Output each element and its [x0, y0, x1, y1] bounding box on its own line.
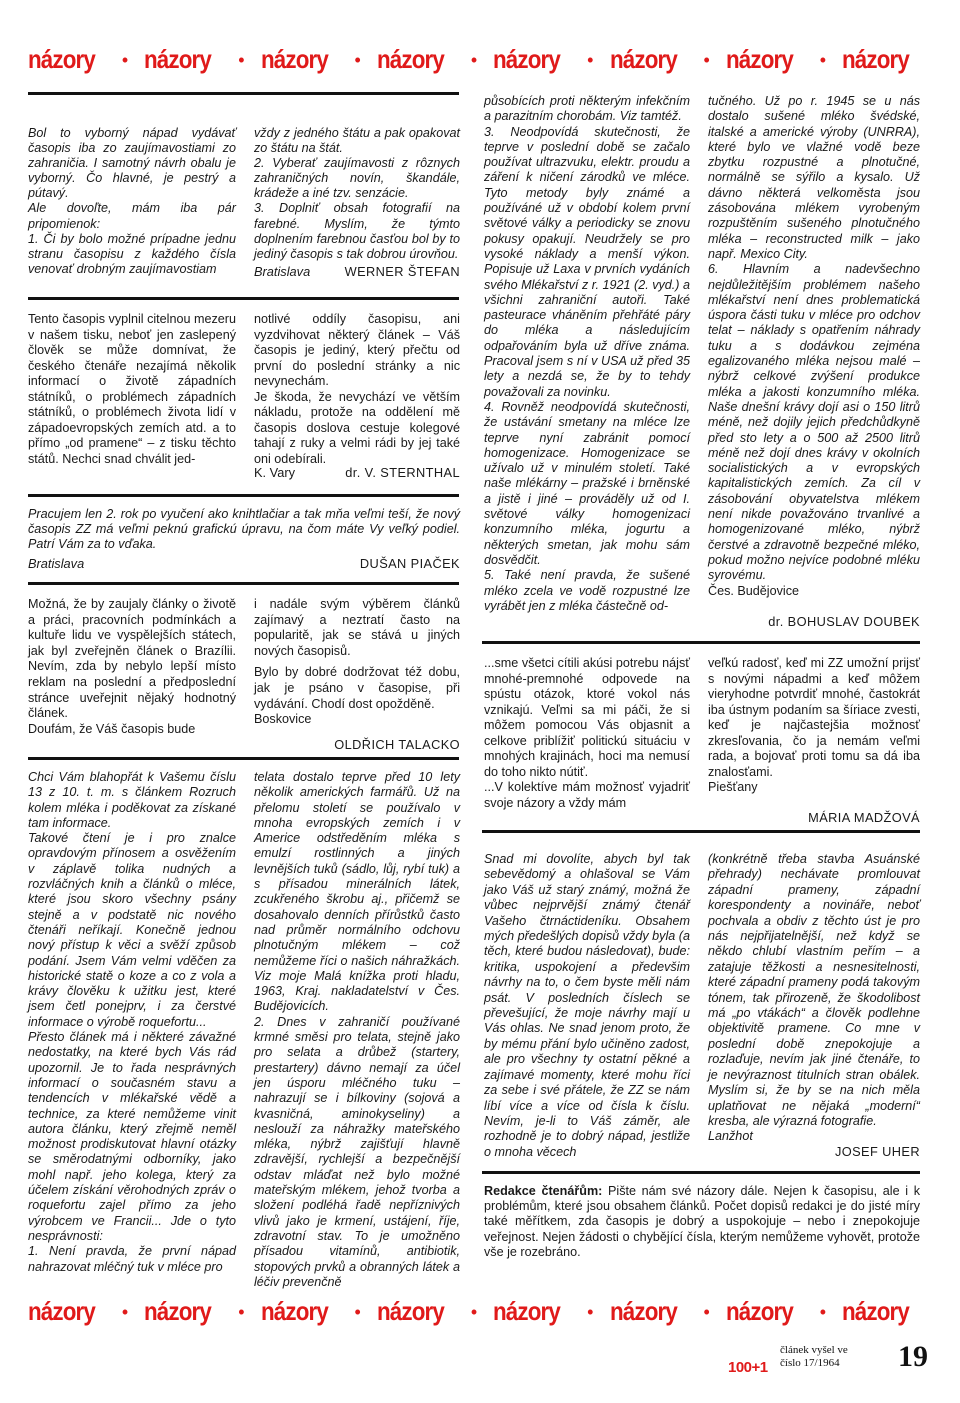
paragraph: telata dostalo teprve před 10 lety několik amerických farmářů. Už na přelomu století se používalo v mnoha evropských zemích i v Americe odstředěním mléka s emulzí rostlinných a jiných levnějších tuků (sádlo, lůj, rybí tuk) a s přísadou minerálních látek, zcukřeného škrobu aj., přičemž se dosahovalo denních přírůstků často nad průměr normálního odchovu plnotučným mlékem – což nemůžeme říci o našich náhražkách. Viz moje Malá knížka proti hladu, 1963, Kraj. nakladatelství v Čes. Budějovicích. — [254, 770, 460, 1014]
header-band — [28, 44, 920, 75]
band-dot: • — [819, 49, 827, 70]
signature-madzova — [708, 810, 920, 825]
signature-author: WERNER ŠTEFAN — [344, 264, 460, 279]
divider — [28, 92, 459, 95]
signature-author: MÁRIA MADŽOVÁ — [808, 810, 920, 825]
divider — [28, 757, 459, 760]
letter-sternthal-part1 — [28, 312, 236, 467]
band-word: názory — [842, 1296, 910, 1326]
letter-werner-part1 — [28, 126, 236, 277]
paragraph: Tento časopis vyplnil citelnou mezeru v našem tisku, neboť jen zaslepený člověk se může domnívat, že českého čtenáře nezajímá několik informací o životě západních státníků, o problémech západních státníků, o problémech života lidí v západoevropských zemích atd. a to přímo „od pramene“ – z tisku těchto států. Nechci snad chválit jed- — [28, 312, 236, 466]
source-note-line: článek vyšel ve — [780, 1344, 848, 1356]
paragraph: vždy z jedného štátu a pak opakovat zo štátu na štát. — [254, 126, 460, 156]
band-word: názory — [609, 44, 677, 74]
letter-talacko-part2 — [254, 597, 460, 728]
letter-doubek-part2 — [254, 770, 460, 1290]
band-word: názory — [28, 1296, 95, 1326]
paragraph: Pracujem len 2. rok po vyučení ako knihtlačiar a tak mňa veľmi teší, že nový časopis ZZ má veľmi peknú grafickú úpravu, na čom máte Vy veľký podiel. Patrí Vám za to vďaka. — [28, 507, 460, 552]
paragraph: 5. Také není pravda, že sušené mléko zcela ve vodě rozpustné lze vyrábět jen z mléka částečně od- — [484, 568, 690, 613]
paragraph: Snad mi dovolíte, abych byl tak sebevědomý a ohlašoval se Vám jako Váš už starý známý, možná že vůbec nejprvější známý čtenář Vašeho čtrnáctideníku. Obsahem mých předešlých dopisů vždy byla (a těch, které budou následovat), bude: kritika, uspokojení a předevšim návrhy na to, o čem byste měli nám psát. V posledních číslech se převešující, že moje návrhy mají u Vás ohlas. Ne snad jenom proto, že by mému přání bylo učiněno zadost, ale pro všechny ty ostatní pěkné a zajímavé momenty, které mohu říci za sebe i své přátele, že ZZ se nám líbí více a více od čísla k číslu. Nevím, je-li to Váš záměr, ale rozhodně je to dobrý nápad, jestliže o mnoha věcech — [484, 852, 690, 1159]
paragraph: 4. Rovněž neodpovídá skutečnosti, že ustávání smetany na mléce lze teprve nyní zabránit pomocí homogenizace. Homogenizace se užívalo už v minulém století. Také naše mlékárny – pražské i brněnské a jistě i jiné – prováděly už od I. světové války homogenizaci konzumního mléka, jogurtu a některých smetan, jak mohu sám dosvědčit. — [484, 399, 690, 567]
divider — [482, 830, 920, 833]
signature-place: Bratislava — [254, 264, 311, 279]
letter-talacko-part1 — [28, 597, 236, 737]
paragraph: působících proti některým infekčním a parazitním chorobám. Viz tamtéž. — [484, 94, 690, 124]
signature-author: OLDŘICH TALACKO — [334, 737, 460, 752]
band-word: názory — [376, 44, 444, 74]
paragraph: 6. Hlavním a nadevšechno nejdůležitějším problémem našeho mlékařství není dnes problematická úspora části tuku v mléce pro odchov telat – náklady s opatřením náhrady tuku a s dodávkou zejména egalizovaného mléka nejsou malé – nýbrž celkové zvýšení produkce mléka a jakosti konzumního mléka. Naše dnešní krávy dojí asi o 150 litrů méně, než dojily jejich předchůdkyně před sto lety a o 500 až 2500 litrů méně než dojí dnes krávy v okolních socialistických a v evropských kapitalistických zemích. Za cíl v zásobování obyvatelstva mlékem není nikde považováno trvanlivé a homogenizované mléko, nýbrž čerstvé a zdravotně bezpečné mléko, pokud možno nejvíce podobné mléku syrovému. — [708, 262, 920, 583]
letter-doubek-part4 — [708, 94, 920, 599]
signature-piacek — [28, 556, 460, 571]
divider — [28, 582, 459, 585]
band-word: názory — [28, 44, 95, 74]
paragraph: 1. Není pravda, že první nápad nahrazovat mléčný tuk v mléce pro — [28, 1244, 236, 1274]
letter-madzova-part2 — [708, 656, 920, 796]
band-dot: • — [587, 1301, 594, 1322]
band-dot: • — [121, 1301, 129, 1322]
editorial-text: Pište nám své názory dále. Nejen k časopisu, ale i k problémům, které jsou obsahem článků. Počet dopisů redakci je do jisté míry také měřítkem, zda časopis je dobrý a uspokojuje – nebo i znepokojuje veřejnost. Nejen žádosti o chybějící čísla, kterým nemůžeme vyhovět, protože vše je rozebráno. — [484, 1184, 920, 1259]
band-word: názory — [609, 1296, 677, 1326]
letter-doubek-part1 — [28, 770, 236, 1275]
paragraph: Ale dovoľte, mám iba pár pripomienok: — [28, 201, 236, 231]
divider — [28, 494, 459, 497]
signature-sternthal — [254, 465, 460, 480]
magazine-logo: 100+1 — [728, 1359, 768, 1376]
signature-talacko — [254, 737, 460, 752]
page-number: 19 — [898, 1340, 928, 1373]
band-dot: • — [470, 1301, 478, 1322]
paragraph: ...sme všetci cítili akúsi potrebu nájsť mnohé-premnohé odpovede na spústu otázok, ktoré vokol nás vznikajú. Veľmi sa mi páči, že si môžem pomocou Vás objasnit a celkove priblížiť politickú situáciu v mnohých krajinách, hoci ma nemusí do toho nikto nútiť. — [484, 656, 690, 779]
letter-madzova-part1 — [484, 656, 690, 811]
source-note — [780, 1344, 848, 1369]
paragraph: Bylo by dobré dodržovat též dobu, jak je psáno v časopise, při vydávání. Chodí dost opožděně. — [254, 665, 460, 711]
paragraph: 3. Neodpovídá skutečnosti, že teprve v poslední době se začalo používat ultrazvuku, elektr. proudu a záření k ničení zárodků ve mléce. Tyto metody byly známé a používáné už v období kolem první světové války a periodicky se znovu pokusy opakují. Neudržely se pro vysoké náklady a menší výkon. Popisuje už Laxa v prvních vydáních svého Mlékařství z r. 1921 (2. vyd.) a všichni zahraniční autoři. Také pasteurace vháněním přehřáté páry do mléka a následujícím odpařováním byla už dříve známa. Pracoval jsem s ní v USA už před 35 lety a nezdá se, že by to tehdy považovali za novinku. — [484, 124, 691, 399]
paragraph: Doufám, že Váš časopis bude — [28, 721, 196, 736]
paragraph: 1. Či by bolo možné prípadne jednu stranu časopisu z každého čísla venovať drobným zaujímavostiam — [28, 231, 236, 276]
paragraph: 3. Doplniť obsah fotografií na farebné. Myslím, že týmto doplnením farebnou časťou bol by to jediný časopis s tak dobrou úrovňou. — [254, 201, 460, 261]
letter-doubek-part3 — [484, 94, 690, 614]
paragraph: Chci Vám blahopřát k Vašemu číslu 13 z 10. t. m. s článkem Rozruch kolem mléka i poděkovat za získané tam informace. — [28, 770, 236, 830]
paragraph: Je škoda, že nevychází ve větším nákladu, protože na oddělení mě časopis doslova cestuje kolegové tahají z ruky a velmi rádi by jej také oni odebírali. — [254, 389, 460, 466]
band-word: názory — [725, 44, 793, 74]
divider — [482, 1171, 920, 1174]
signature-place: Piešťany — [708, 780, 758, 794]
editorial-note — [484, 1184, 920, 1260]
band-dot: • — [703, 49, 710, 70]
signature-doubek — [708, 614, 920, 629]
band-dot: • — [354, 1301, 361, 1322]
letter-uher-part2 — [708, 852, 920, 1145]
footer-band — [28, 1296, 920, 1327]
signature-place: K. Vary — [254, 465, 296, 480]
band-dot: • — [238, 1301, 245, 1322]
letter-sternthal-part2 — [254, 312, 460, 467]
band-word: názory — [725, 1296, 793, 1326]
signature-place: Lanžhot — [708, 1129, 753, 1144]
paragraph: (konkrétně třeba stavba Asuánské přehrady) nechávate promlouvat západní prameny, západní korespondenty a novináře, neboť pochvala a obdiv z těchto úst je pro nás nejpřijatelnější, než když se někdo chlubí vlastním peřím – a zatajuje těžkosti a nesnesitelnosti, které západní prameny podá takovým tónem, tak přirozeně, že škodolibost má „po vtákách“ a člověk podlehne objektivitě pramene. Co mne v poslední době znepokojuje a rozlaďuje, nevím jak jiné čtenáře, to je nevýraznost titulních stran obálek. Myslím si, že by se na nich měla uplatňovat ne nějaká „moderní“ kresba, ale výrazná fotografie. — [708, 852, 920, 1128]
band-word: názory — [493, 44, 561, 74]
paragraph: 2. Vyberať zaujímavosti z rôznych zahraničných novín, škandále, krádeže a iné tzv. senzácie. — [254, 156, 460, 201]
band-dot: • — [587, 49, 594, 70]
signature-place: Boskovice — [254, 712, 312, 727]
signature-author: dr. V. STERNTHAL — [345, 465, 460, 480]
source-note-issue: číslo 17/1964 — [780, 1356, 840, 1369]
band-dot: • — [121, 49, 129, 70]
band-word: názory — [144, 44, 212, 74]
paragraph: ...V kolektíve mám možnosť vyjadriť svoje názory a vždy mám — [484, 780, 690, 810]
signature-author: DUŠAN PIAČEK — [359, 556, 460, 571]
paragraph: i nadále svým výběrem článků zajímavý a neztratí často na popularitě, jak se stává u jiných nových časopisů. — [254, 597, 460, 658]
paragraph: Možná, že by zaujaly články o životě a práci, pracovních podmínkách a kultuře lidu ve vyspělejších státech, jak byl zveřejněn článek o Brazílii. Nevím, zda by nebylo lepší místo reklam na poslední a předposlední stránce uveřejnit nějaký hodnotný článek. — [28, 597, 236, 721]
band-word: názory — [493, 1296, 561, 1326]
letter-werner-part2 — [254, 126, 460, 262]
letter-piacek — [28, 507, 460, 552]
signature-author: dr. BOHUSLAV DOUBEK — [768, 614, 920, 629]
paragraph: veľkú radosť, keď mi ZZ umožní prijsť s novými nápadmi a keď môžem vieryhodne potvrdiť mnohé, častokrát iba ústnym podaním sa šíriace zvesti, keď je najčastejšia možnosť zkresľovania, čo ja nemám veľmi rada, a bojovať proti tomu sa dá iba znalosťami. — [708, 656, 920, 779]
band-dot: • — [354, 49, 361, 70]
paragraph: Bol to vyborný nápad vydávať časopis iba zo zaujímavostiami zo zahraničia. I samotný návrh obalu je vyborný. Čo hlavné, je pestrý a pútavý. — [28, 126, 236, 201]
band-word: názory — [842, 44, 910, 74]
signature-place: Čes. Budějovice — [708, 583, 800, 598]
editorial-label: Redakce čtenářům: — [484, 1184, 603, 1198]
paragraph: tučného. Už po r. 1945 se u nás dostalo sušené mléko švédské, italské a americké výroby (UNRRA), které bylo ve vlažné vodě beze zbytku rozpustné a plnotučné, normálně se sýřilo a kysalo. Už dávno některá velkoměsta jsou zásobována mlékem vyrobeným rozpuštěním sušeného plnotučného mléka – reconstructed milk – jako např. Mexico City. — [708, 94, 920, 261]
band-dot: • — [238, 49, 245, 70]
signature-place: Bratislava — [28, 556, 85, 571]
paragraph: 2. Dnes v zahraničí používané krmné směsi pro telata, stejně jako pro selata a drůbež (startery, prestartery) dávno nemají za účel jen úsporu mléčného tuku – nahrazují se i bílkoviny (sojová a kvasničná, aminokyseliny) a neslouží za náhražky mateřského mléka, nýbrž zajišťují hlavně zdravější, rychlejší a bezpečnější odstav mláďat než bylo možné mateřským mlékem, jehož tvorba a složení podléhá řadě nepříznivých vlivů jako je krmení, ustájení, říje, zdravotní stav. To je umožněno přísadou vitamínů, antibiotik, stopových prvků a obranných látek a léčiv prevenčně — [254, 1014, 460, 1289]
band-word: názory — [144, 1296, 212, 1326]
band-word: názory — [260, 44, 328, 74]
band-word: názory — [376, 1296, 444, 1326]
paragraph: Takové čtení je i pro znalce opravdovým přínosem a osvěžením v záplavě tolika nudných a rozvláčných knih a článků o mléce, které jsou skoro všechny psány stejně a v podstatě nic nového čtenáři neříkají. Konečně jednou nový přístup k věci a svěží způsob podání. Jsem Vám velmi vděčen za historické statě o koze a co z vola a krávy člověku k užitku jest, které jsem četl ponejprv, i za čerstvé informace o výrobě roquefortu... — [28, 831, 236, 1029]
paragraph: notlivé oddíly časopisu, ani vyzdvihovat některý článek – Váš časopis je jediný, který přečtu od první do poslední stránky a nic nevynechám. — [254, 312, 460, 388]
signature-werner — [254, 264, 460, 279]
signature-uher — [708, 1144, 920, 1159]
divider — [28, 297, 459, 300]
band-dot: • — [470, 49, 478, 70]
paragraph: Přesto článek má i některé závažné nedostatky, na které bych Vás rád upozornil. Je to řada nesprávných informací o současném stavu a tendencích v mlékařské vědě a technice, za které nemůžeme vinit autora článku, který zřejmě neměl možnost prodiskutovat hlavní otázky se směrodatnými odborníky, jako mohl např. jeho kolega, který za účelem získání věrohodných zpráv o roquefortu zajel přímo za jeho výrobcem ve Francii... Jde o tyto nesprávnosti: — [28, 1030, 236, 1243]
band-dot: • — [703, 1301, 710, 1322]
signature-author: JOSEF UHER — [834, 1144, 920, 1159]
letter-uher-part1 — [484, 852, 690, 1160]
divider — [482, 641, 920, 644]
band-word: názory — [260, 1296, 328, 1326]
band-dot: • — [819, 1301, 827, 1322]
